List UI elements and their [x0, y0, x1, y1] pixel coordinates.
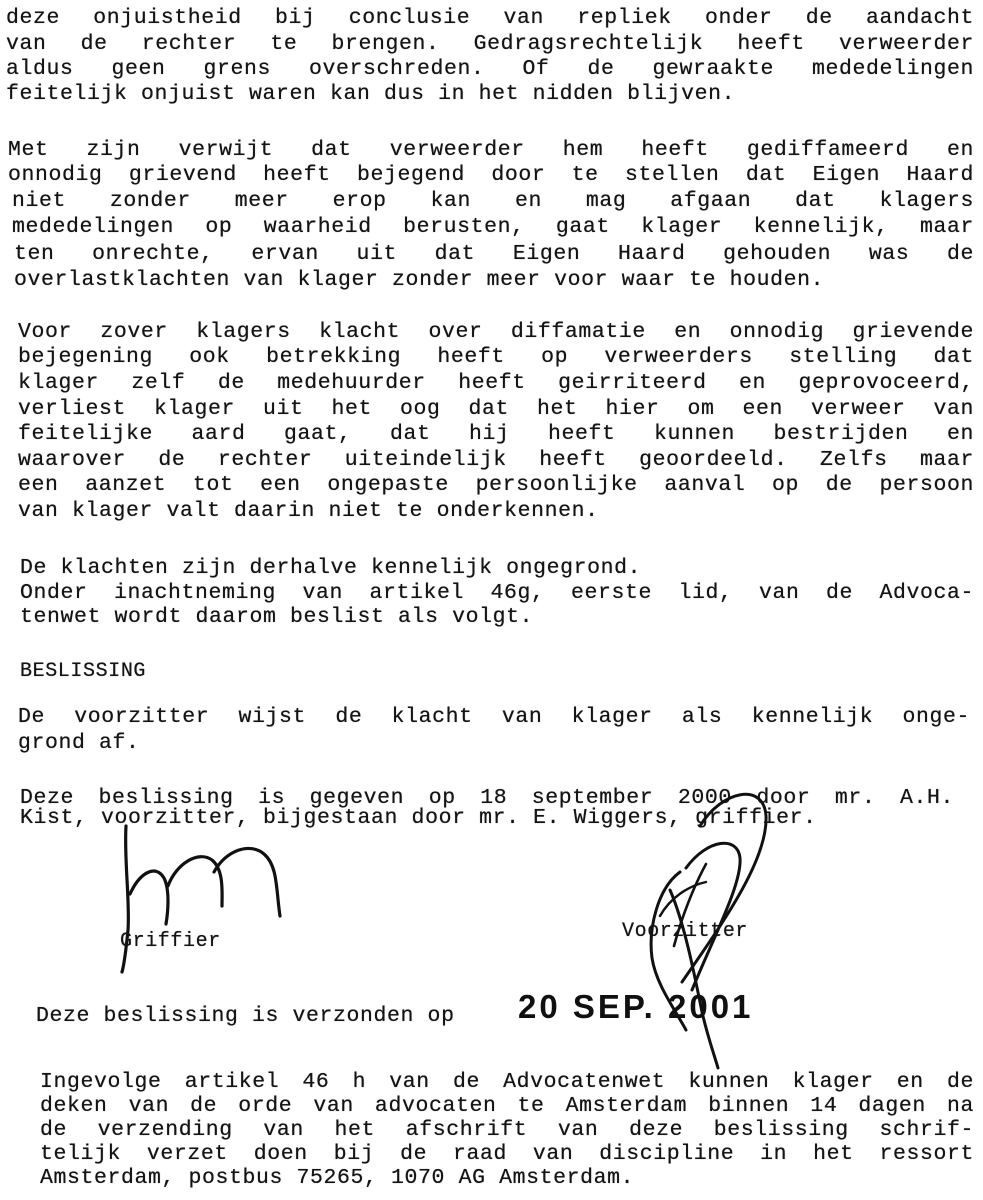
- text-line: feitelijke aard gaat, dat hij heeft kunnen bestrijden en: [18, 422, 974, 446]
- text-line: mededelingen op waarheid berusten, gaat klager kennelijk, maar: [12, 215, 974, 239]
- text-line: Amsterdam, postbus 75265, 1070 AG Amsterdam.: [40, 1166, 635, 1190]
- dispatch-label: Deze beslissing is verzonden op: [36, 1004, 455, 1028]
- text-line: klager zelf de medehuurder heeft geirriteerd en geprovoceerd,: [18, 371, 974, 395]
- text-line: deze onjuistheid bij conclusie van repliek onder de aandacht: [6, 6, 974, 30]
- text-line: ten onrechte, ervan uit dat Eigen Haard gehouden was de: [14, 242, 974, 266]
- text-line: grond af.: [18, 731, 140, 755]
- text-line: Kist, voorzitter, bijgestaan door mr. E. Wiggers, griffier.: [20, 806, 817, 830]
- text-line: niet zonder meer erop kan en mag afgaan dat klagers: [12, 189, 974, 213]
- text-line: een aanzet tot een ongepaste persoonlijke aanval op de persoon: [18, 473, 974, 497]
- text-line: feitelijk onjuist waren kan dus in het nidden blijven.: [6, 82, 736, 106]
- griffier-signature: [110, 820, 300, 980]
- section-heading: BESLISSING: [20, 660, 147, 683]
- text-line: Voor zover klagers klacht over diffamatie en onnodig grievende: [18, 320, 974, 344]
- text-line: telijk verzet doen bij de raad van discipline in het ressort: [40, 1142, 974, 1166]
- text-line: tenwet wordt daarom beslist als volgt.: [20, 605, 534, 629]
- text-line: van klager valt daarin niet te onderkennen.: [18, 499, 599, 523]
- text-line: waarover de rechter uiteindelijk heeft geoordeeld. Zelfs maar: [18, 448, 974, 472]
- text-line: Deze beslissing is gegeven op 18 september 2000 door mr. A.H.: [20, 786, 954, 810]
- text-line: Onder inachtneming van artikel 46g, eerste lid, van de Advoca-: [20, 581, 974, 605]
- text-line: deken van de orde van advocaten te Amsterdam binnen 14 dagen na: [40, 1094, 974, 1118]
- text-line: Met zijn verwijt dat verweerder hem heeft gediffameerd en: [8, 138, 974, 162]
- text-line: de verzending van het afschrift van deze beslissing schrif-: [40, 1118, 974, 1142]
- text-line: verliest klager uit het oog dat het hier om een verweer van: [18, 397, 974, 421]
- griffier-label: Griffier: [120, 930, 221, 953]
- text-line: onnodig grievend heeft bejegend door te stellen dat Eigen Haard: [8, 163, 974, 187]
- text-line: De klachten zijn derhalve kennelijk ongegrond.: [20, 556, 642, 580]
- text-line: De voorzitter wijst de klacht van klager als kennelijk onge-: [18, 705, 970, 729]
- date-stamp: 20 SEP. 2001: [518, 988, 754, 1025]
- voorzitter-label: Voorzitter: [622, 920, 749, 943]
- text-line: Ingevolge artikel 46 h van de Advocatenwet kunnen klager en de: [40, 1070, 974, 1094]
- text-line: overlastklachten van klager zonder meer voor waar te houden.: [14, 268, 825, 292]
- text-line: van de rechter te brengen. Gedragsrechtelijk heeft verweerder: [6, 32, 974, 56]
- text-line: aldus geen grens overschreden. Of de gewraakte mededelingen: [6, 57, 974, 81]
- text-line: bejegening ook betrekking heeft op verweerders stelling dat: [18, 345, 974, 369]
